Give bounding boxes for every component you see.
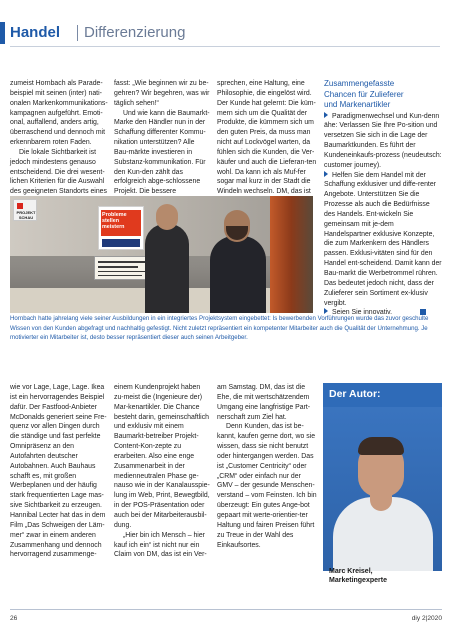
sign-line [98,275,142,276]
author-role: Marketingexperte [329,577,387,585]
topic-title: Differenzierung [84,24,186,41]
page-header [0,22,452,44]
bullet-arrow-icon [324,171,328,177]
bottom-column-3 [217,383,317,550]
sign-line [98,266,138,268]
bottom-column-2 [114,383,210,560]
store-photo [10,196,313,313]
sign-line [98,261,148,263]
photo-caption: Hornbach hatte jahrelang viele seiner Ausbildungen in ein integriertes Projektsystem eingebettet: Is bewerbenden Vorführungen wurde das zuvor geschulte Wissen von den Kunden abgefragt und nachhaltig gefestigt. Nicht zuletzt repräsentiert ein kompetenter Mitarbeiter auch die Qualität der Unternehmung. Je motivierter ein Mitarbeiter ist, desto besser repräsentiert dieser auch seinen Arbeitgeber. [10,315,429,342]
projekt-logo [13,199,37,221]
author-box-title: Der Autor: [329,388,381,400]
header-accent-bar [0,22,5,44]
author-photo [323,407,442,585]
bottom-column-1 [10,383,108,560]
header-rule [10,46,440,47]
sidebar-title-line: und Markenartikler [324,100,391,109]
paragraph: Und wie kann die Baumarkt-Marke den Händler nun in der Schaffung differenter Kommu-nikation unterstützen? Alle Bau-märkte investieren in Substanz-kommunikation. Für den Kun-den zählt das erfolgreich abge-schlossene Projekt. Die bessere [114,109,210,196]
sidebar-bullet-2 [324,171,442,309]
sidebar-title-line: Chancen für Zulieferer [324,89,404,99]
logo-text: PROJEKT SCHAU [16,210,36,220]
bullet-text: Paradigmenwechsel und Kun-denn ähe: Verlassen Sie Ihre Po-sition und versetzen Sie sich in die Lage der Baumarktkunden. Es führt der Kundeneinkaufs-prozess (neudeutsch: customer journey). [324,112,442,169]
section-title: Handel [10,24,61,41]
paragraph: wie vor Lage, Lage, Lage. Ikea ist ein hervorragendes Beispiel dafür. Der Fastfood-Anbieter McDonalds generiert seine Fre-quenz vor allen Dingen durch die ständige und fast perfekte Omnipräsenz an den Autofahrten deutscher Autobahnen. Auch Bauhaus schafft es, mit großen Werbeplanen und der häufig stark frequentierten Lage mas-sive Sichtbarkeit zu erzeugen. Hannibal Lecter hat das in dem Film „Das Schweigen der Läm-mer“ zwar in einem anderen Zusammenhang und dennoch hervorragend zusammenge- [10,384,107,559]
person-figure [210,236,266,313]
paragraph: fasst: „Wie beginnen wir zu be-gehren? Wir begehren, was wir täglich sehen!“ [114,80,210,107]
paragraph: sprechen, eine Haltung, eine Philosophie, die eingelöst wird. Der Kunde hat gelernt: Die küm-mern sich um die Qualität der Produkte, die kümmern sich um den guten Preis, da muss man nicht auf Lockvögel warten, da fühlen sich die Kunden, die Ver-käufer und auch die Lieferan-ten wohl. Da kann ich als Muf-fer sogar mal kurz in der Stadt die Windeln wechseln. DM, das ist [217,80,317,196]
author-box [323,383,442,585]
header-divider [77,25,78,41]
author-credit [329,567,387,585]
bullet-text: Seien Sie innovativ. [332,309,393,317]
page-number: 26 [10,615,18,622]
top-column-3 [217,79,317,207]
paragraph: einem Kundenprojekt haben zu-meist die (Ingenieure der) Mar-kenartikler. Die Chance besteht darin, gemeinschaftlich und exklusiv mit einem Baumarkt-betreiber Projekt-Content-Kon-zepte zu erarbeiten. Also eine enge Zusammenarbeit in der medienneutralen Phase ge-nauso wie in der Kanalausspie-lung im Web, Print, Bewegtbild, in der POS-Präsentation oder auch bei der Mitarbeiterausbil-dung. [114,384,210,529]
bullet-text: Helfen Sie dem Handel mit der Schaffung exklusiver und diffe-renter Angebote. Unterstützen Sie die Prozesse als auch die Bedürfnisse des Handels. Ent-wickeln Sie gemeinsam mit je-dem Handelspartner exklusive Konzepte, die zum Markenkern des Händlers passen. Exklusi-vitäten sind für den Handel ent-scheidend. Damit kann der Bau-markt die Werbetrommel rühren. Das bedeutet jedoch nicht, dass der Zulieferer sein Sortiment ex-klusiv vergibt. [324,171,442,307]
author-name: Marc Kreisel, [329,568,373,575]
author-hair [358,437,404,455]
sidebar-bullet-1 [324,112,442,171]
sidebar-title [324,79,442,111]
paragraph: „Hier bin ich Mensch – hier kauf ich ein“ ist nicht nur ein Claim von DM, das ist ein Ver- [114,531,207,559]
poster-text: Probleme stellen meistern [102,212,127,231]
poster [98,206,144,250]
store-shelf [270,196,313,313]
paragraph: am Samstag. DM, das ist die Ehe, die mit wertschätzendem Umgang eine langfristige Part-nerschaft zum Ziel hat. [217,384,311,421]
logo-red-mark [17,203,23,209]
top-column-1 [10,79,108,207]
sidebar-summary [324,79,442,318]
paragraph: zumeist Hornbach als Parade-beispiel mit seinen (inter) nati-onalen Markenkommunikations-kampagnen aufgeführt. Emoti-onal, auffallend, anders artig, überraschend und dennoch mit erkennbarem roten Faden. [10,80,108,147]
issue-label: diy 2|2020 [411,615,442,622]
bullet-arrow-icon [324,112,328,118]
person-figure [145,224,189,313]
paragraph: Denn Kunden, das ist be-kannt, kaufen gerne dort, wo sie wissen, dass sie nicht benutzt oder hintergangen werden. Das ist „Customer Centricity“ oder „CRM“ oder einfach nur der GMV – der gesunde Menschen-verstand – vom Feinsten. Ich bin überzeugt: Ein gutes Ange-bot gepaart mit werte-orientier-ter Haltung und fairen Preisen führt zu Treue in der Wahl des Einkaufsortes. [217,423,317,549]
person-head [156,204,178,230]
paragraph: Die lokale Sichtbarkeit ist jedoch mindestens genauso entscheidend. Die drei wesent-lichen Kriterien für die Auswahl des geeigneten Standorts eines [10,148,107,196]
poster-footer [102,239,140,247]
footer-rule [10,609,442,610]
sidebar-title-line: Zusammengefasste [324,79,395,88]
